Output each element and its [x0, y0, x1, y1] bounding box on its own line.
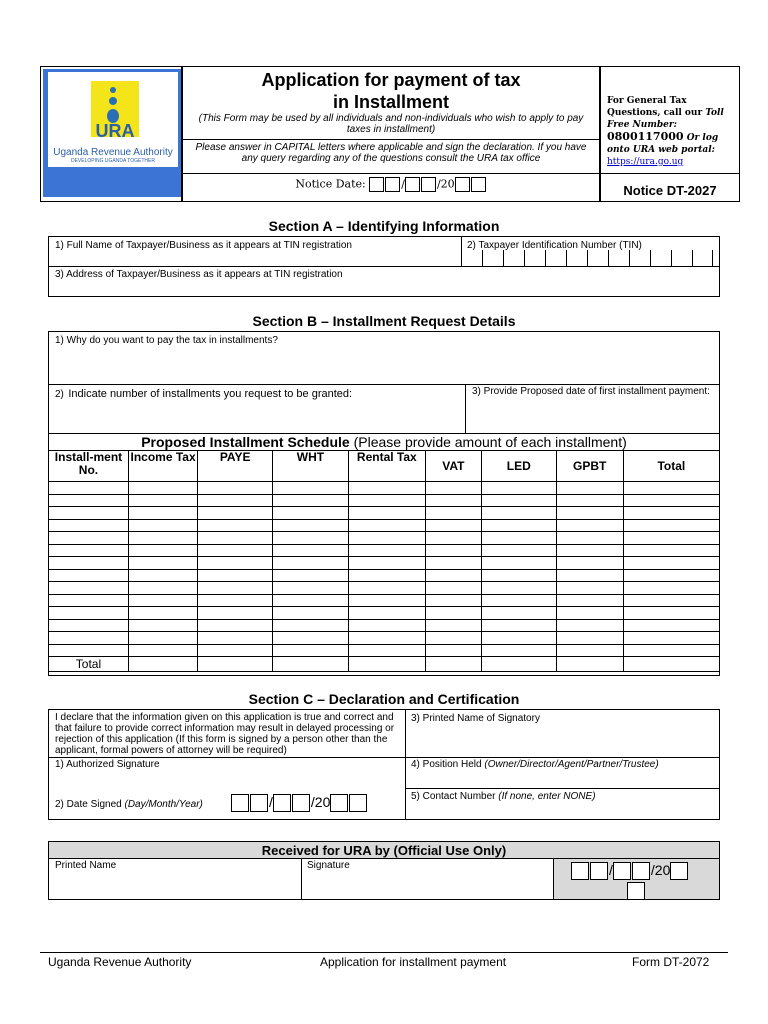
- schedule-cell[interactable]: [556, 569, 623, 582]
- schedule-cell[interactable]: [273, 544, 349, 557]
- schedule-cell[interactable]: [348, 569, 425, 582]
- schedule-cell[interactable]: [348, 619, 425, 632]
- schedule-cell[interactable]: [128, 594, 197, 607]
- schedule-cell[interactable]: [556, 532, 623, 545]
- schedule-cell[interactable]: [128, 632, 197, 645]
- notice-date-label: Notice Date:: [295, 177, 366, 191]
- schedule-total-cell[interactable]: [198, 657, 273, 672]
- schedule-total-cell[interactable]: [481, 657, 556, 672]
- schedule-cell[interactable]: [128, 557, 197, 570]
- notice-date-day-1[interactable]: [369, 177, 384, 192]
- form-title: Application for payment of tax in Installment: [261, 70, 521, 112]
- logo-panel: [43, 69, 181, 197]
- schedule-cell[interactable]: [623, 594, 719, 607]
- installment-count-field[interactable]: 2) Indicate number of installments you request to be granted:: [55, 388, 353, 400]
- installment-schedule-table: [48, 450, 720, 672]
- schedule-cell[interactable]: [348, 519, 425, 532]
- schedule-cell[interactable]: [425, 544, 481, 557]
- taxpayer-name-field[interactable]: 1) Full Name of Taxpayer/Business as it appears at TIN registration: [55, 240, 352, 251]
- schedule-cell[interactable]: [348, 594, 425, 607]
- footer-form-name: Application for installment payment: [320, 955, 507, 969]
- schedule-cell[interactable]: [481, 644, 556, 657]
- schedule-row: [49, 582, 720, 595]
- schedule-row: [49, 619, 720, 632]
- schedule-cell[interactable]: [556, 644, 623, 657]
- declaration-text: I declare that the information given on this application is true and correct and that failure to provide correct information may result in delayed processing or rejection of this application (If this form is signed by a person other than the applicant, formal powers of attorney will be required): [55, 712, 395, 756]
- schedule-header-8: Total: [623, 451, 719, 482]
- schedule-cell[interactable]: [348, 632, 425, 645]
- schedule-cell[interactable]: [273, 632, 349, 645]
- schedule-cell[interactable]: [128, 607, 197, 620]
- schedule-total-cell[interactable]: [273, 657, 349, 672]
- schedule-row: [49, 494, 720, 507]
- schedule-cell[interactable]: [425, 482, 481, 495]
- section-a-box: [48, 236, 720, 297]
- schedule-cell[interactable]: [348, 494, 425, 507]
- schedule-total-cell[interactable]: [623, 657, 719, 672]
- schedule-cell[interactable]: [623, 569, 719, 582]
- schedule-header-7: GPBT: [556, 451, 623, 482]
- schedule-cell[interactable]: [481, 632, 556, 645]
- footer-form-number: Form DT-2072: [632, 955, 710, 969]
- first-installment-date-field[interactable]: 3) Provide Proposed date of first installment payment:: [472, 386, 710, 397]
- official-use-title: Received for URA by (Official Use Only): [49, 842, 719, 859]
- notice-date-month-1[interactable]: [405, 177, 420, 192]
- section-a-title: Section A – Identifying Information: [268, 218, 500, 234]
- schedule-row: [49, 632, 720, 645]
- schedule-cell[interactable]: [49, 544, 129, 557]
- schedule-cell[interactable]: [623, 632, 719, 645]
- schedule-cell[interactable]: [49, 582, 129, 595]
- schedule-cell[interactable]: [556, 494, 623, 507]
- schedule-cell[interactable]: [49, 594, 129, 607]
- official-date-input[interactable]: / /20: [571, 861, 711, 900]
- section-c-box: [48, 709, 720, 820]
- schedule-cell[interactable]: [49, 482, 129, 495]
- footer-org: Uganda Revenue Authority: [48, 955, 192, 969]
- schedule-cell[interactable]: [128, 644, 197, 657]
- schedule-cell[interactable]: [481, 569, 556, 582]
- schedule-cell[interactable]: [481, 532, 556, 545]
- schedule-cell[interactable]: [481, 519, 556, 532]
- schedule-cell[interactable]: [273, 532, 349, 545]
- schedule-header-6: LED: [481, 451, 556, 482]
- schedule-cell[interactable]: [425, 594, 481, 607]
- schedule-cell[interactable]: [348, 644, 425, 657]
- schedule-cell[interactable]: [198, 532, 273, 545]
- date-signed-label: 2) Date Signed (Day/Month/Year): [55, 799, 203, 810]
- schedule-cell[interactable]: [273, 594, 349, 607]
- logo-text: URA: [95, 121, 135, 141]
- schedule-row: [49, 607, 720, 620]
- schedule-header-4: Rental Tax: [348, 451, 425, 482]
- schedule-cell[interactable]: [273, 607, 349, 620]
- schedule-cell[interactable]: [198, 569, 273, 582]
- schedule-cell[interactable]: [198, 632, 273, 645]
- schedule-cell[interactable]: [128, 544, 197, 557]
- schedule-cell[interactable]: [425, 582, 481, 595]
- schedule-cell[interactable]: [128, 569, 197, 582]
- schedule-cell[interactable]: [425, 507, 481, 520]
- schedule-header-0: Install-ment No.: [49, 451, 129, 482]
- schedule-total-row: [49, 657, 720, 672]
- schedule-total-cell[interactable]: [348, 657, 425, 672]
- schedule-cell[interactable]: [198, 619, 273, 632]
- logo-tagline: DEVELOPING UGANDA TOGETHER: [70, 158, 155, 164]
- schedule-cell[interactable]: [273, 644, 349, 657]
- schedule-cell[interactable]: [49, 607, 129, 620]
- schedule-row: [49, 557, 720, 570]
- schedule-cell[interactable]: [623, 482, 719, 495]
- schedule-cell[interactable]: [556, 582, 623, 595]
- schedule-cell[interactable]: [556, 544, 623, 557]
- schedule-cell[interactable]: [481, 607, 556, 620]
- schedule-cell[interactable]: [425, 532, 481, 545]
- schedule-cell[interactable]: [273, 582, 349, 595]
- schedule-cell[interactable]: [481, 482, 556, 495]
- schedule-cell[interactable]: [481, 494, 556, 507]
- schedule-cell[interactable]: [425, 632, 481, 645]
- schedule-cell[interactable]: [623, 544, 719, 557]
- schedule-cell[interactable]: [198, 544, 273, 557]
- schedule-cell[interactable]: [128, 494, 197, 507]
- schedule-cell[interactable]: [348, 557, 425, 570]
- schedule-cell[interactable]: [198, 582, 273, 595]
- schedule-cell[interactable]: [556, 557, 623, 570]
- schedule-header-3: WHT: [273, 451, 349, 482]
- schedule-cell[interactable]: [128, 582, 197, 595]
- form-header: [40, 66, 740, 202]
- schedule-cell[interactable]: [198, 507, 273, 520]
- schedule-cell[interactable]: [128, 507, 197, 520]
- printed-name-field[interactable]: 3) Printed Name of Signatory: [411, 713, 540, 724]
- schedule-cell[interactable]: [49, 494, 129, 507]
- tin-label: 2) Taxpayer Identification Number (TIN): [467, 240, 642, 251]
- schedule-cell[interactable]: [623, 619, 719, 632]
- schedule-row: [49, 482, 720, 495]
- official-use-box: [48, 841, 720, 900]
- section-b-title: Section B – Installment Request Details: [252, 313, 516, 329]
- schedule-row: [49, 644, 720, 657]
- schedule-cell[interactable]: [49, 532, 129, 545]
- official-signature-field[interactable]: Signature: [307, 860, 350, 871]
- schedule-cell[interactable]: [49, 507, 129, 520]
- date-signed-input[interactable]: / /20: [231, 794, 401, 812]
- schedule-cell[interactable]: [49, 644, 129, 657]
- schedule-cell[interactable]: [481, 544, 556, 557]
- notice-date-day-2[interactable]: [385, 177, 400, 192]
- contact-info: For General Tax Questions, call our Toll Free Number: 0800117000 Or log onto URA web portal: https://ura.go.ug: [607, 96, 724, 167]
- schedule-cell[interactable]: [556, 619, 623, 632]
- authorized-signature-field[interactable]: 1) Authorized Signature: [55, 759, 160, 770]
- ura-portal-link[interactable]: https://ura.go.ug: [607, 157, 684, 167]
- schedule-total-label: Total: [49, 657, 129, 672]
- schedule-cell[interactable]: [556, 594, 623, 607]
- schedule-row: [49, 569, 720, 582]
- schedule-cell[interactable]: [198, 644, 273, 657]
- schedule-cell[interactable]: [556, 632, 623, 645]
- schedule-cell[interactable]: [623, 582, 719, 595]
- position-held-field[interactable]: 4) Position Held (Owner/Director/Agent/Partner/Trustee): [411, 759, 659, 770]
- logo-org: Uganda Revenue Authority: [53, 147, 173, 158]
- schedule-cell[interactable]: [198, 519, 273, 532]
- schedule-cell[interactable]: [425, 607, 481, 620]
- schedule-cell[interactable]: [481, 594, 556, 607]
- schedule-cell[interactable]: [623, 519, 719, 532]
- schedule-cell[interactable]: [49, 557, 129, 570]
- schedule-cell[interactable]: [425, 569, 481, 582]
- schedule-cell[interactable]: [348, 482, 425, 495]
- schedule-cell[interactable]: [273, 619, 349, 632]
- schedule-cell[interactable]: [128, 532, 197, 545]
- notice-date-year-2[interactable]: [471, 177, 486, 192]
- schedule-cell[interactable]: [273, 557, 349, 570]
- schedule-cell[interactable]: [128, 519, 197, 532]
- schedule-cell[interactable]: [198, 482, 273, 495]
- schedule-cell[interactable]: [481, 619, 556, 632]
- schedule-title: Proposed Installment Schedule (Please provide amount of each installment): [141, 434, 627, 450]
- notice-date: Notice Date: / /20: [183, 177, 599, 192]
- schedule-cell[interactable]: [348, 582, 425, 595]
- schedule-cell[interactable]: [49, 519, 129, 532]
- schedule-header-5: VAT: [425, 451, 481, 482]
- schedule-total-cell[interactable]: [425, 657, 481, 672]
- schedule-cell[interactable]: [425, 644, 481, 657]
- schedule-cell[interactable]: [273, 494, 349, 507]
- notice-number: Notice DT-2027: [623, 183, 717, 198]
- schedule-cell[interactable]: [481, 507, 556, 520]
- schedule-cell[interactable]: [425, 557, 481, 570]
- schedule-cell[interactable]: [198, 607, 273, 620]
- schedule-cell[interactable]: [198, 557, 273, 570]
- form-subtitle: (This Form may be used by all individuals and non-individuals who wish to apply to pay taxes in installment): [198, 113, 584, 135]
- schedule-cell[interactable]: [198, 494, 273, 507]
- schedule-total-cell[interactable]: [128, 657, 197, 672]
- schedule-cell[interactable]: [556, 482, 623, 495]
- contact-number-field[interactable]: 5) Contact Number (If none, enter NONE): [411, 791, 596, 802]
- schedule-cell[interactable]: [623, 644, 719, 657]
- schedule-cell[interactable]: [128, 619, 197, 632]
- schedule-cell[interactable]: [348, 532, 425, 545]
- schedule-cell[interactable]: [273, 507, 349, 520]
- schedule-cell[interactable]: [348, 507, 425, 520]
- schedule-cell[interactable]: [425, 519, 481, 532]
- schedule-cell[interactable]: [623, 494, 719, 507]
- schedule-row: [49, 507, 720, 520]
- notice-date-month-2[interactable]: [421, 177, 436, 192]
- schedule-cell[interactable]: [273, 569, 349, 582]
- schedule-header-2: PAYE: [198, 451, 273, 482]
- official-printed-name-field[interactable]: Printed Name: [55, 860, 117, 871]
- schedule-cell[interactable]: [623, 607, 719, 620]
- tin-input[interactable]: [461, 250, 719, 266]
- schedule-cell[interactable]: [556, 607, 623, 620]
- schedule-cell[interactable]: [49, 632, 129, 645]
- schedule-cell[interactable]: [425, 494, 481, 507]
- schedule-row: [49, 544, 720, 557]
- schedule-row: [49, 532, 720, 545]
- schedule-cell[interactable]: [481, 582, 556, 595]
- schedule-cell[interactable]: [481, 557, 556, 570]
- schedule-cell[interactable]: [273, 519, 349, 532]
- schedule-total-cell[interactable]: [556, 657, 623, 672]
- schedule-cell[interactable]: [556, 519, 623, 532]
- installment-reason-field[interactable]: 1) Why do you want to pay the tax in installments?: [55, 335, 278, 346]
- schedule-cell[interactable]: [623, 532, 719, 545]
- schedule-cell[interactable]: [198, 594, 273, 607]
- schedule-cell[interactable]: [49, 569, 129, 582]
- notice-date-year-1[interactable]: [455, 177, 470, 192]
- schedule-cell[interactable]: [348, 607, 425, 620]
- schedule-cell[interactable]: [623, 507, 719, 520]
- form-instructions: Please answer in CAPITAL letters where applicable and sign the declaration. If you have any query regarding any of the questions consult the URA tax office: [195, 142, 587, 164]
- schedule-cell[interactable]: [556, 507, 623, 520]
- schedule-cell[interactable]: [128, 482, 197, 495]
- schedule-row: [49, 594, 720, 607]
- schedule-header-1: Income Tax: [128, 451, 197, 482]
- schedule-cell[interactable]: [425, 619, 481, 632]
- section-c-title: Section C – Declaration and Certification: [248, 691, 520, 707]
- schedule-row: [49, 519, 720, 532]
- schedule-cell[interactable]: [348, 544, 425, 557]
- schedule-cell[interactable]: [623, 557, 719, 570]
- taxpayer-address-field[interactable]: 3) Address of Taxpayer/Business as it appears at TIN registration: [55, 269, 343, 280]
- schedule-cell[interactable]: [49, 619, 129, 632]
- schedule-cell[interactable]: [273, 482, 349, 495]
